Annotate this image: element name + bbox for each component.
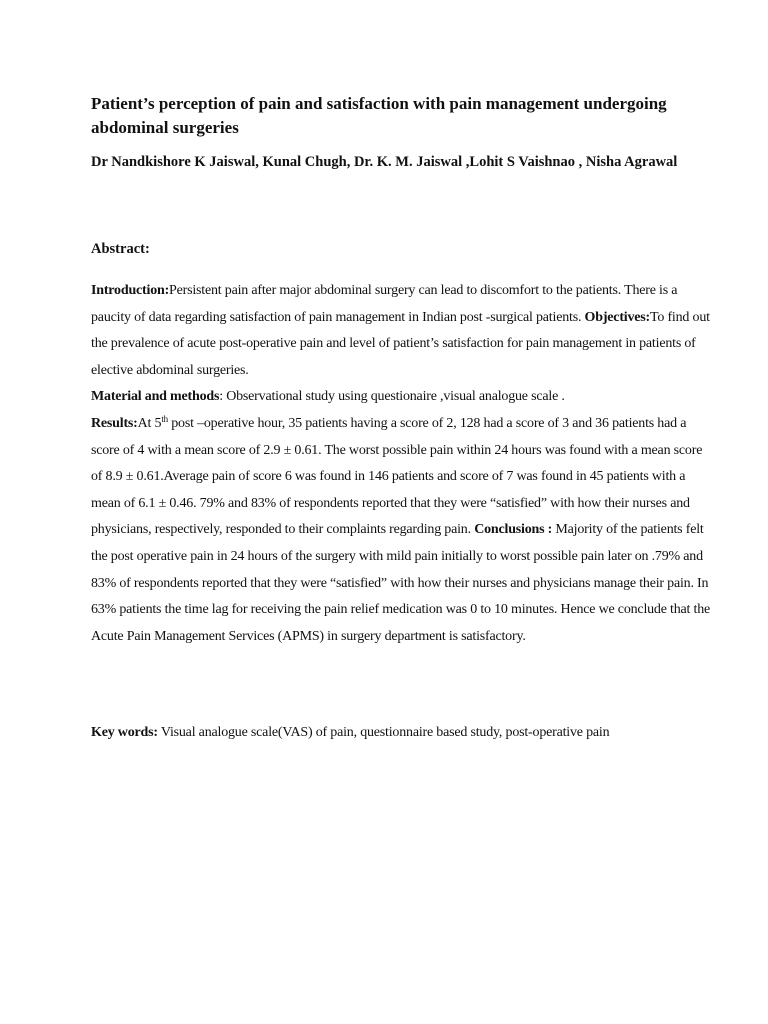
keywords-section (91, 720, 716, 746)
author-list: Dr Nandkishore K Jaiswal, Kunal Chugh, Dr. K. M. Jaiswal ,Lohit S Vaishnao , Nisha Agrawal (91, 154, 678, 170)
paper-title: Patient’s perception of pain and satisfaction with pain management undergoing abdominal surgeries (91, 94, 667, 137)
conclusions-label: Conclusions : (474, 522, 553, 538)
introduction-text: Persistent pain after major abdominal surgery can lead to discomfort to the patients. There is a paucity of data regarding satisfaction of pain management in Indian post -surgical patients. (91, 283, 678, 325)
abstract-heading: Abstract: (91, 241, 150, 257)
objectives-label: Objectives: (584, 309, 650, 325)
objectives-text: To find out the prevalence of acute post-operative pain and level of patient’s satisfaction for pain management in patients of elective abdominal surgeries. (91, 309, 710, 378)
keywords-label: Key words: (91, 725, 158, 740)
results-prefix: At 5 (137, 415, 162, 431)
introduction-label: Introduction: (91, 283, 170, 298)
methods-label: Material and methods (91, 389, 220, 405)
abstract-body (91, 278, 716, 650)
methods-text: : Observational study using questionaire ,visual analogue scale . (219, 389, 565, 405)
results-text: post –operative hour, 35 patients having a score of 2, 128 had a score of 3 and 36 patients had a score of 4 with a mean score of 2.9 ± 0.61. The worst possible pain within 24 hours was found with a mean score of 8.9 ± 0.61.Average pain of score 6 was found in 146 patients and score of 7 was found in 45 patients with a mean of 6.1 ± 0.46. 79% and 83% of respondents reported that they were “satisfied” with how their nurses and physicians, respectively, responded to their complaints regarding pain. (91, 415, 703, 538)
keywords-text: Visual analogue scale(VAS) of pain, questionnaire based study, post-operative pain (157, 725, 610, 740)
results-label: Results: (91, 415, 138, 431)
results-superscript: th (161, 413, 168, 424)
conclusions-text: Majority of the patients felt the post operative pain in 24 hours of the surgery with mild pain initially to worst possible pain later on .79% and 83% of respondents reported that they were “satisfied” with how their nurses and physicians manage their pain. In 63% patients the time lag for receiving the pain relief medication was 0 to 10 minutes. Hence we conclude that the Acute Pain Management Services (APMS) in surgery department is satisfactory. (91, 522, 711, 644)
